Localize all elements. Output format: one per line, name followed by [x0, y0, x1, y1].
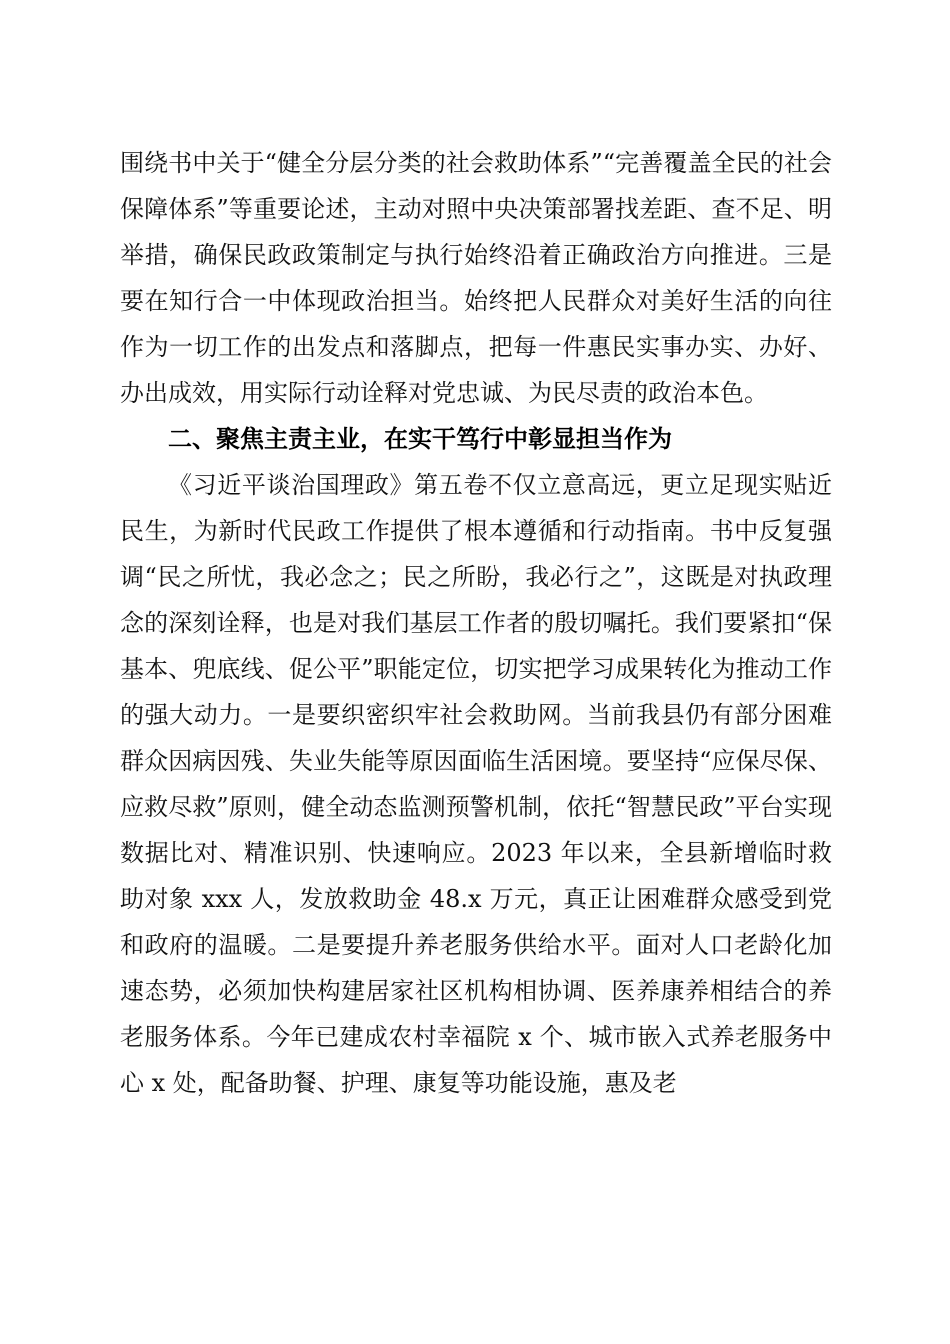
body-paragraph: 《习近平谈治国理政》第五卷不仅立意高远，更立足现实贴近民生，为新时代民政工作提供了根本遵循和行动指南。书中反复强调“民之所忧，我必念之；民之所盼，我必行之”，这既是对执政理念的深刻诠释，也是对我们基层工作者的殷切嘱托。我们要紧扣“保基本、兜底线、促公平”职能定位，切实把学习成果转化为推动工作的强大动力。一是要织密织牢社会救助网。当前我县仍有部分困难群众因病因残、失业失能等原因面临生活困境。要坚持“应保尽保、应救尽救”原则，健全动态监测预警机制，依托“智慧民政”平台实现数据比对、精准识别、快速响应。2023 年以来，全县新增临时救助对象 xxx 人，发放救助金 48.x 万元，真正让困难群众感受到党和政府的温暖。二是要提升养老服务供给水平。面对人口老龄化加速态势，必须加快构建居家社区机构相协调、医养康养相结合的养老服务体系。今年已建成农村幸福院 x 个、城市嵌入式养老服务中心 x 处，配备助餐、护理、康复等功能设施，惠及老: [120, 471, 832, 1097]
document-body: [120, 140, 832, 1106]
section-heading: 二、聚焦主责主业，在实干笃行中彰显担当作为: [168, 425, 672, 453]
body-paragraph-continued: 围绕书中关于“健全分层分类的社会救助体系”“完善覆盖全民的社会保障体系”等重要论述，主动对照中央决策部署找差距、查不足、明举措，确保民政政策制定与执行始终沿着正确政治方向推进。三是要在知行合一中体现政治担当。始终把人民群众对美好生活的向往作为一切工作的出发点和落脚点，把每一件惠民实事办实、办好、办出成效，用实际行动诠释对党忠诚、为民尽责的政治本色。: [120, 149, 832, 407]
